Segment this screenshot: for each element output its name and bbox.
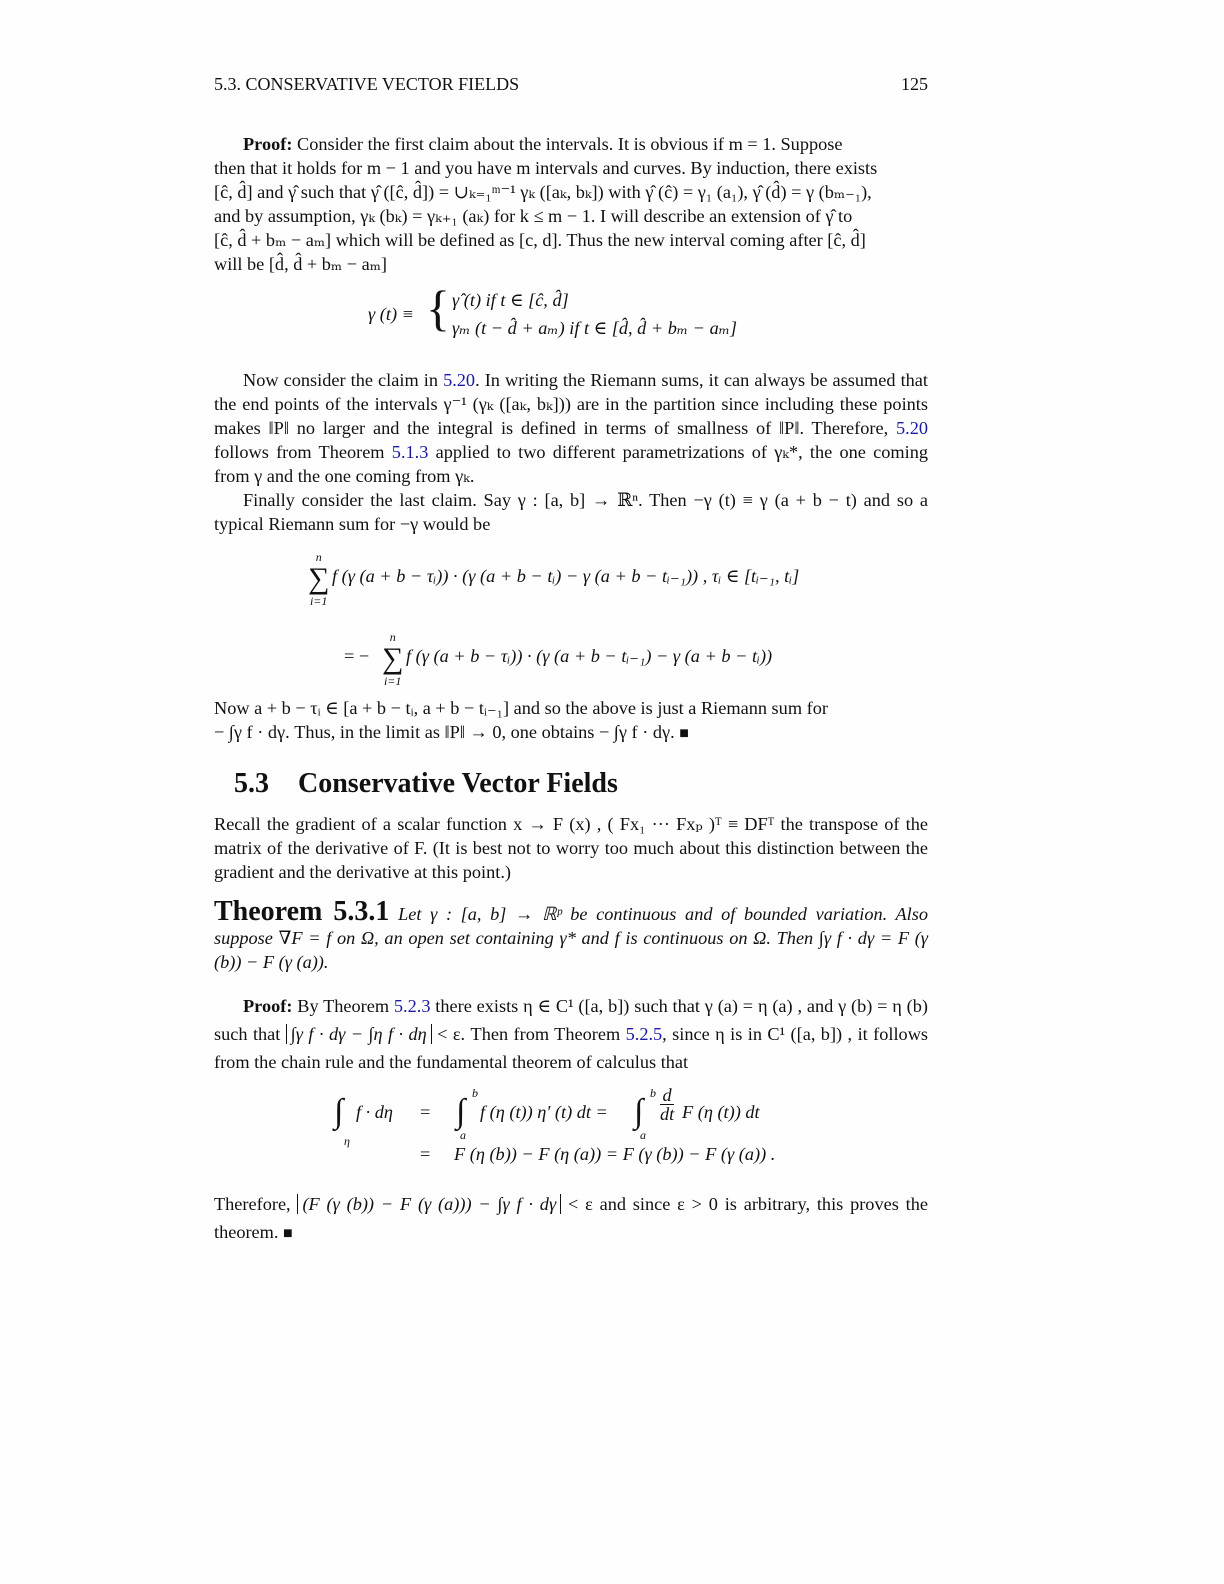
sum-2-prefix: = − bbox=[344, 646, 370, 666]
piecewise-brace: { bbox=[426, 280, 450, 336]
text-segment: < ε. Then from Theorem bbox=[437, 1024, 621, 1044]
sum-2-body: f (γ (a + b − τᵢ)) · (γ (a + b − tᵢ₋₁) − γ (a + b − tᵢ)) bbox=[406, 646, 773, 666]
text-segment: By Theorem bbox=[297, 996, 390, 1016]
equals-sign: = bbox=[420, 1144, 431, 1164]
paragraph-last-claim: Finally consider the last claim. Say γ : [a, b] → ℝⁿ. Then −γ (t) ≡ γ (a + b − t) and so a typical Riemann sum for −γ would be bbox=[214, 490, 928, 534]
piecewise-case-1: γ̂ (t) if t ∈ [ĉ, d̂] bbox=[452, 290, 569, 310]
sum-lower-limit: i=1 bbox=[383, 674, 402, 688]
fraction-numerator: d bbox=[660, 1086, 674, 1105]
proof-intervals bbox=[214, 132, 928, 276]
proof-label: Proof: bbox=[243, 996, 293, 1016]
running-head-section: 5.3. CONSERVATIVE VECTOR FIELDS bbox=[214, 74, 520, 94]
theorem-label: Theorem 5.3.1 bbox=[214, 896, 390, 927]
page-number: 125 bbox=[901, 74, 928, 94]
reference-link[interactable]: 5.20 bbox=[443, 370, 476, 390]
qed-symbol: ■ bbox=[679, 725, 689, 742]
theorem-statement: Let γ : [a, b] → ℝᵖ be continuous and of bounded variation. Also suppose ∇F = f on Ω, an open set containing γ* and f is continuous on Ω. Then ∫γ f · dγ = F (γ (b)) − F (γ (a)). bbox=[214, 904, 928, 972]
paragraph-gradient: Recall the gradient of a scalar function x → F (x) , ( Fx₁ ··· Fxₚ )ᵀ ≡ DFᵀ the transpose of the matrix of the derivative of F. (It is best not to worry too much about this distinction between the gradient and the derivative at this point.) bbox=[214, 814, 928, 882]
fraction-denominator: dt bbox=[660, 1104, 675, 1124]
text-segment: , since η is in C¹ ([a, b]) , bbox=[662, 1024, 853, 1044]
text-segment: there exists η ∈ C¹ ([a, b]) such that γ (a) = η (a) , and γ (b) = bbox=[435, 996, 888, 1016]
piecewise-lhs: γ (t) ≡ bbox=[368, 304, 414, 324]
reference-link[interactable]: 5.2.5 bbox=[625, 1024, 663, 1044]
text-segment: η (b) such that bbox=[214, 996, 928, 1044]
derivative-fraction bbox=[660, 1086, 674, 1123]
piecewise-equation bbox=[214, 280, 928, 358]
text-segment: follows from Theorem bbox=[214, 442, 385, 462]
final-paragraph bbox=[214, 1190, 928, 1248]
chain-rule-equation: ∫ η f · dη = ∫ b a f (η (t)) η′ (t) dt = ∫ b a $\frac{d}{dt}$ F (η (t)) dt = F (η (b)) − F (η (a)) = F (γ (b)) − F (γ (a)) . bbox=[334, 1085, 776, 1164]
integral-upper-limit: b bbox=[650, 1086, 656, 1100]
qed-symbol: ■ bbox=[283, 1225, 293, 1242]
sum-upper-limit: n bbox=[389, 630, 396, 644]
text-segment: − ∫γ f · dγ. Thus, in the limit as ‖P‖ → 0, one obtains − ∫γ f · dγ. bbox=[214, 722, 675, 742]
riemann-sum-1 bbox=[214, 550, 928, 620]
text-segment: the theorem. bbox=[214, 1194, 928, 1242]
reference-link[interactable]: 5.20 bbox=[896, 418, 928, 438]
sum-symbol: n ∑ i=1 bbox=[308, 550, 330, 608]
running-head bbox=[214, 74, 928, 102]
text-segment: applied to two different parametrizations of γₖ*, the one coming from γ and the one coming from γₖ. bbox=[214, 442, 928, 486]
integral-lower-limit: a bbox=[460, 1128, 466, 1142]
section-title: Conservative Vector Fields bbox=[298, 768, 618, 799]
sum-1-body: f (γ (a + b − τᵢ)) · (γ (a + b − tᵢ) − γ (a + b − tᵢ₋₁)) , τᵢ ∈ [tᵢ₋₁, tᵢ] bbox=[332, 566, 800, 586]
text-segment: it follows from the chain rule and the fundamental theorem of calculus that bbox=[214, 1024, 929, 1072]
proof-line-5: [ĉ, d̂ + bₘ − aₘ] which will be defined as [c, d]. Thus the new interval coming after [ĉ, d̂] bbox=[214, 230, 866, 250]
proof-theorem bbox=[214, 992, 928, 1076]
sum-lower-limit: i=1 bbox=[309, 594, 328, 608]
text-segment: Now consider the claim in bbox=[243, 370, 438, 390]
integral-subscript: η bbox=[344, 1134, 350, 1148]
sum-upper-limit: n bbox=[315, 550, 322, 564]
text-segment: . In writing the Riemann sums, it can always be assumed that the end points of the intervals γ⁻¹ (γₖ ([aₖ, bₖ])) are in the partition since including these points makes ‖P‖ no larger and the integral is defined in terms of smallness of ‖P‖. Therefore, bbox=[214, 370, 928, 438]
equals-sign: = bbox=[420, 1102, 431, 1122]
text-segment: Therefore, bbox=[214, 1194, 291, 1214]
riemann-sum-2 bbox=[214, 626, 928, 696]
reference-link[interactable]: 5.1.3 bbox=[391, 442, 429, 462]
equation-rhs-2: F (η (b)) − F (η (a)) = F (γ (b)) − F (γ (a)) . bbox=[454, 1144, 776, 1164]
piecewise-case-2: γₘ (t − d̂ + aₘ) if t ∈ [d̂, d̂ + bₘ − aₘ] bbox=[452, 318, 738, 338]
integral-lower-limit: a bbox=[640, 1128, 646, 1142]
equation-rhs-1a: f (η (t)) η′ (t) dt = bbox=[480, 1102, 608, 1122]
paragraph-riemann-conclusion-2 bbox=[214, 720, 928, 746]
proof-label: Proof: bbox=[243, 134, 293, 154]
proof-line-4: and by assumption, γₖ (bₖ) = γₖ₊₁ (aₖ) for k ≤ m − 1. I will describe an extension of γ̂ to bbox=[214, 206, 853, 226]
equation-lhs: f · dη bbox=[356, 1102, 393, 1122]
text-segment: < ε and since ε > 0 is arbitrary, this proves bbox=[567, 1194, 899, 1214]
proof-line-2: then that it holds for m − 1 and you have m intervals and curves. By induction, there exists bbox=[214, 158, 878, 178]
proof-line-6: will be [d̂, d̂ + bₘ − aₘ] bbox=[214, 254, 388, 274]
reference-link[interactable]: 5.2.3 bbox=[393, 996, 431, 1016]
integral-upper-limit: b bbox=[472, 1086, 478, 1100]
equation-rhs-1b: F (η (t)) dt bbox=[682, 1102, 760, 1122]
absolute-difference: ∫γ f · dγ − ∫η f · dη bbox=[286, 1024, 432, 1044]
proof-line-3: [ĉ, d̂] and γ̂ such that γ̂ ([ĉ, d̂]) = ∪ₖ₌₁ᵐ⁻¹ γₖ ([aₖ, bₖ]) with γ̂ (ĉ) = γ₁ (a₁), γ̂ (d̂) = γ (bₘ₋₁), bbox=[214, 182, 872, 202]
proof-line-1: Consider the first claim about the intervals. It is obvious if m = 1. Suppose bbox=[297, 134, 843, 154]
paragraph-riemann-conclusion-1: Now a + b − τᵢ ∈ [a + b − tᵢ, a + b − tᵢ₋₁] and so the above is just a Riemann sum for bbox=[214, 698, 828, 718]
paragraph-riemann bbox=[214, 368, 928, 488]
page bbox=[214, 74, 928, 1248]
theorem-5-3-1 bbox=[214, 896, 928, 974]
sum-symbol: n ∑ i=1 bbox=[382, 630, 404, 688]
absolute-difference: (F (γ (b)) − F (γ (a))) − ∫γ f · dγ bbox=[297, 1194, 561, 1214]
section-number: 5.3 bbox=[234, 768, 269, 799]
section-heading bbox=[214, 768, 928, 808]
